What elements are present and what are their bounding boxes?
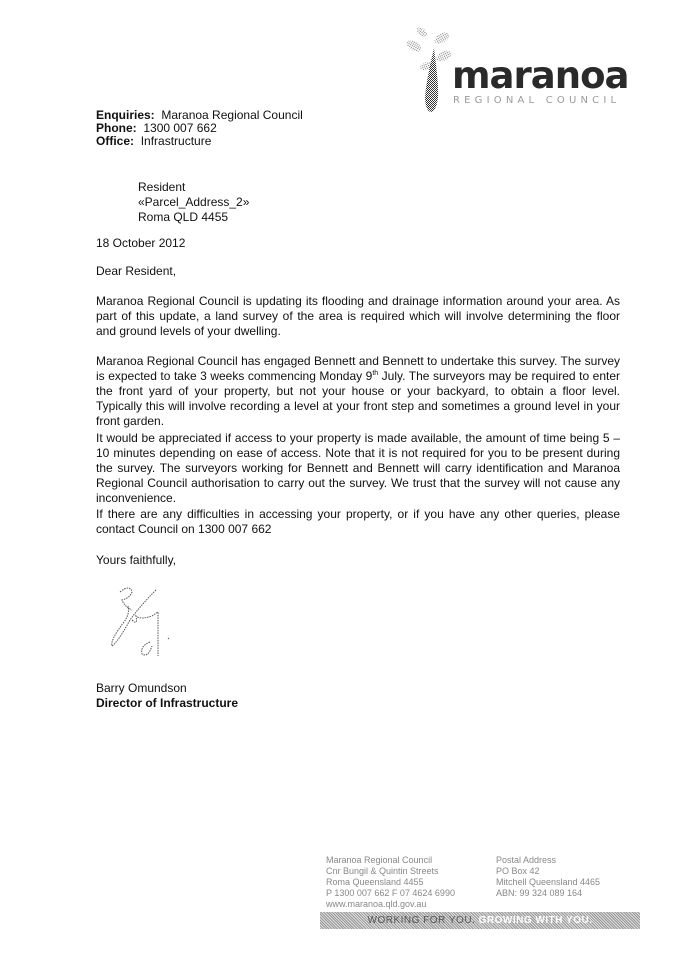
superscript: th xyxy=(372,370,379,377)
phone-label: Phone: xyxy=(96,121,137,135)
body-paragraph xyxy=(96,354,620,429)
body-paragraph: If there are any difficulties in accessing your property, or if you have any other queries, please contact Council on 1300 007 662 xyxy=(96,507,620,536)
footer-line: PO Box 42 xyxy=(496,866,540,876)
recipient-line: «Parcel_Address_2» xyxy=(138,195,250,209)
footer-line: Mitchell Queensland 4465 xyxy=(496,877,601,887)
footer-line: Cnr Bungil & Quintin Streets xyxy=(326,866,439,876)
recipient-line: Resident xyxy=(138,180,186,194)
footer-line: P 1300 007 662 F 07 4624 6990 xyxy=(326,888,455,898)
footer-line: Roma Queensland 4455 xyxy=(326,877,424,887)
letter-date: 18 October 2012 xyxy=(96,236,186,250)
logo-wordmark: maranoa xyxy=(452,54,629,97)
recipient-address xyxy=(138,180,249,225)
footer-slogan-banner xyxy=(320,912,640,929)
signatory-name: Barry Omundson xyxy=(96,681,187,695)
salutation: Dear Resident, xyxy=(96,264,177,278)
signatory-title: Director of Infrastructure xyxy=(96,696,239,710)
recipient-line: Roma QLD 4455 xyxy=(138,210,229,224)
letter-header xyxy=(96,109,303,148)
body-paragraph: Maranoa Regional Council is updating its flooding and drainage information around your area. As part of this update, a land survey of the area is required which will involve determining the floor and ground levels of your dwelling. xyxy=(96,294,620,338)
enquiries-label: Enquiries: xyxy=(96,108,155,122)
phone-value: 1300 007 662 xyxy=(143,121,217,135)
paragraph-text: July. The surveyors may be required to enter the front yard of your property, but not your house or your backyard, to obtain a floor level. Typically this will involve recording a level at your front step and sometimes a ground level in your front garden. xyxy=(96,369,620,428)
slogan-part: WORKING FOR YOU. xyxy=(367,915,479,926)
footer-address xyxy=(326,855,455,910)
footer-line: Maranoa Regional Council xyxy=(326,855,433,865)
paragraph-text: Maranoa Regional Council has engaged Bennett and Bennett to undertake this survey. The survey is expected to take 3 weeks commencing Monday 9 xyxy=(96,354,620,383)
enquiries-value: Maranoa Regional Council xyxy=(161,108,303,122)
footer-line: ABN: 99 324 089 164 xyxy=(496,888,583,898)
office-value: Infrastructure xyxy=(140,134,212,148)
body-paragraph: It would be appreciated if access to your property is made available, the amount of time being 5 – 10 minutes depending on ease of access. Note that it is not required for you to be present during the survey. The surveyors working for Bennett and Bennett will carry identification and Maranoa Regional Council authorisation to carry out the survey. We trust that the survey will not cause any inconvenience. xyxy=(96,431,620,505)
footer-line: Postal Address xyxy=(496,855,557,865)
closing: Yours faithfully, xyxy=(96,553,177,567)
logo-subtitle: REGIONAL COUNCIL xyxy=(453,95,621,106)
signature-icon xyxy=(110,582,190,664)
footer-postal xyxy=(496,855,600,899)
office-label: Office: xyxy=(96,134,135,148)
slogan-part-bold: GROWING WITH YOU. xyxy=(478,915,593,926)
footer-website-link[interactable]: www.maranoa.qld.gov.au xyxy=(326,899,427,909)
